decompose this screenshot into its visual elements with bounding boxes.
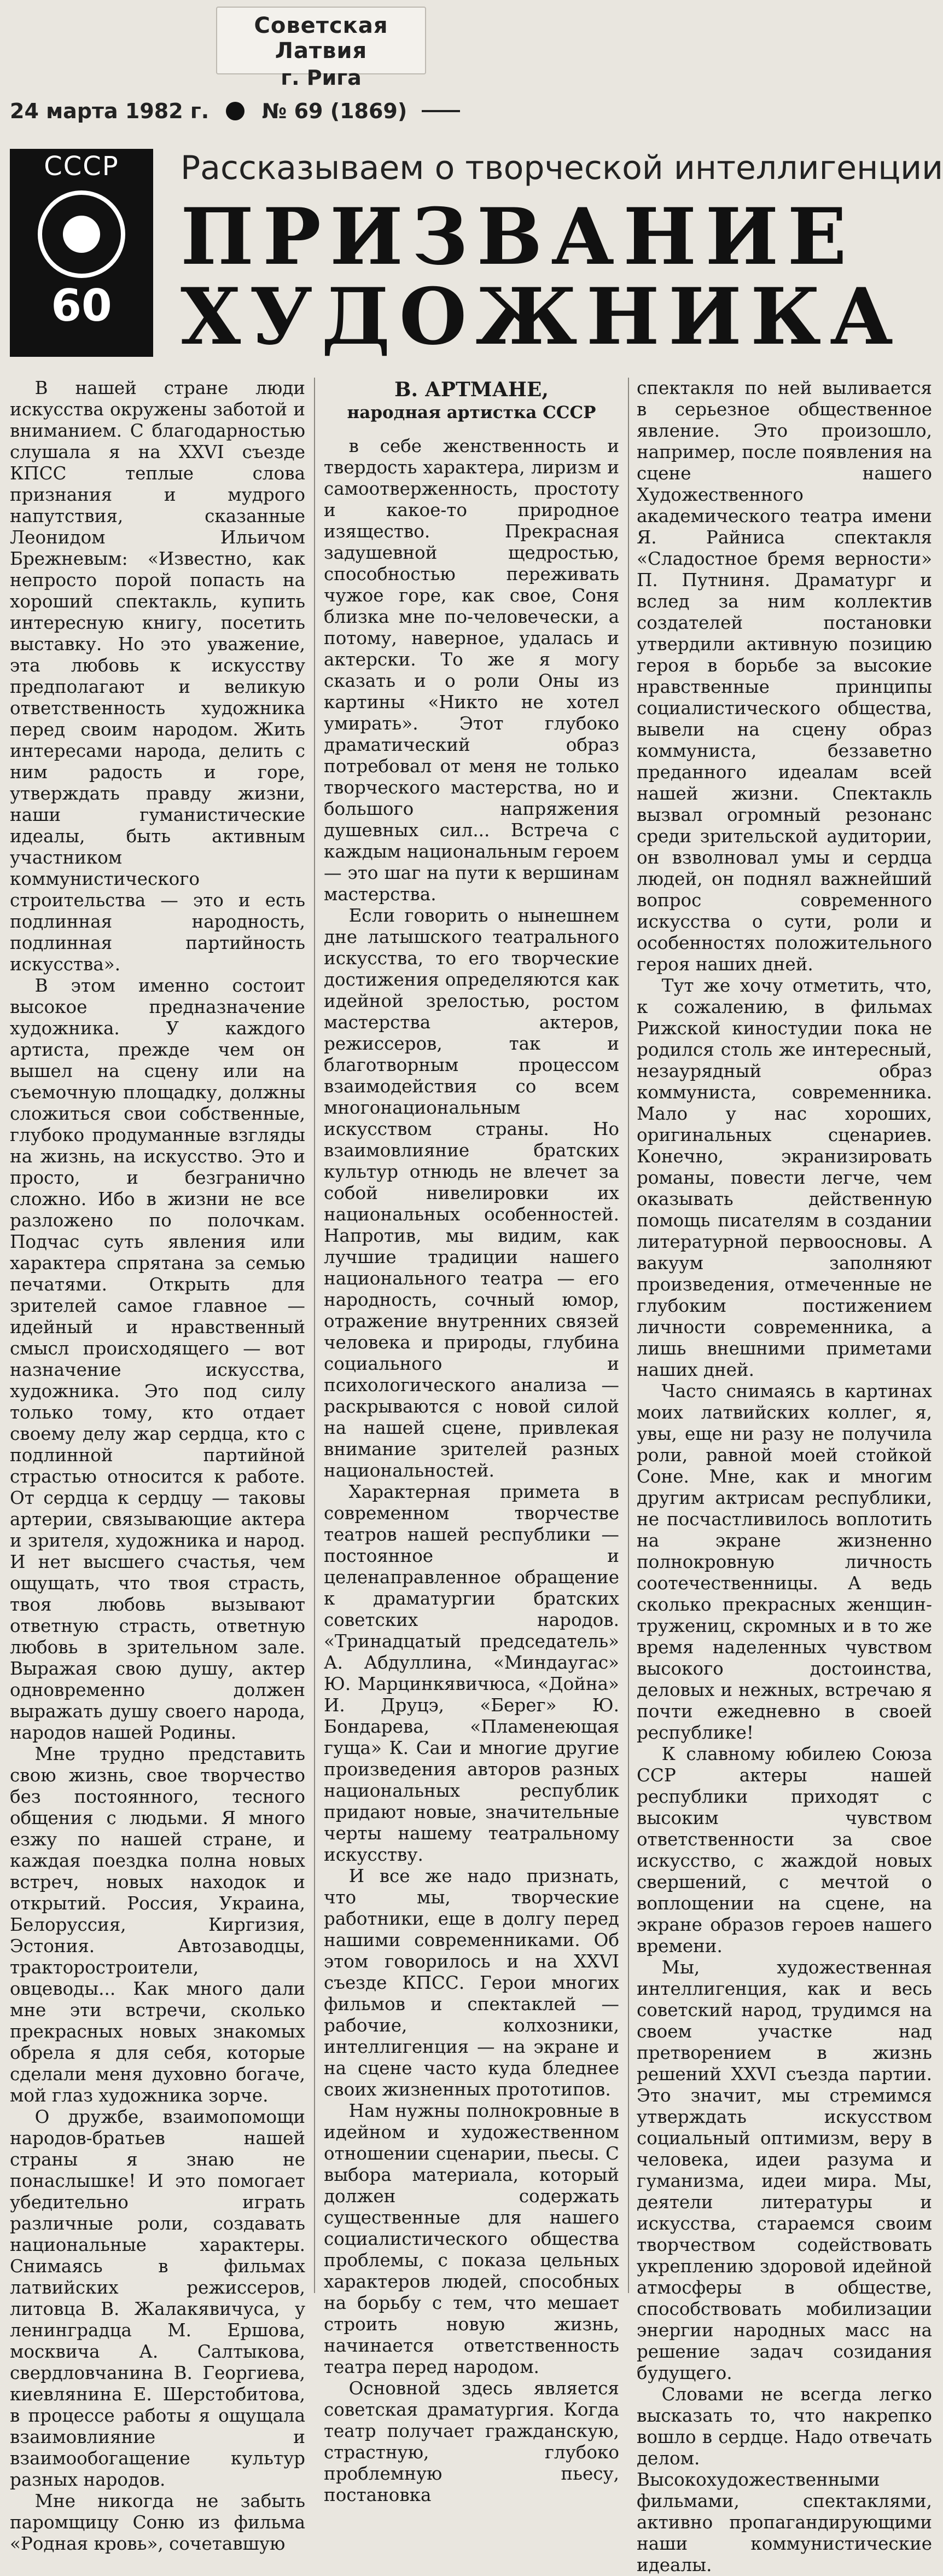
paragraph: спектакля по ней выливается в серьезное общественное явление. Это произошло, например, после появления на сцене нашего Художественного академического театра имени Я. Райниса спектакля «Сладостное бремя верности» П. Путниня. Драматург и вслед за ним коллектив создателей постановки утвердили активную позицию героя в борьбе за высокие нравственные принципы социалистического общества, вывели на сцену образ коммуниста, беззаветно преданного идеалам всей нашей жизни. Спектакль вызвал огромный резонанс среди зрительской аудитории, он взволновал умы и сердца людей, он поднял важнейший вопрос современного искусства о сути, роли и особенностях положительного героя наших дней.: [637, 378, 932, 975]
paragraph: Мне трудно представить свою жизнь, свое творчество без постоянного, тесного общения с людьми. Я много езжу по нашей стране, и каждая поездка полна новых встреч, новых находок и открытий. Россия, Украина, Белоруссия, Киргизия, Эстония. Автозаводцы, тракторостроители, овцеводы... Как много дали мне эти встречи, сколько прекрасных новых знакомых обрела я для себя, которые сделали меня духовно богаче, мой глаз художника зорче.: [10, 1744, 305, 2106]
text-column-2: [324, 378, 619, 2505]
text-column-3: [637, 378, 932, 2575]
newspaper-name: Советская Латвия: [254, 13, 388, 63]
dateline: [10, 97, 934, 130]
paragraph: Тут же хочу отметить, что, к сожалению, в фильмах Рижской киностудии пока не родился столь же интересный, незаурядный образ коммуниста, современника. Мало у нас хороших, оригинальных сценариев. Конечно, экранизировать романы, повести легче, чем оказывать действенную помощь писателям в создании литературной первоосновы. А вакуум заполняют произведения, отмеченные не глубоким постижением личности современника, а лишь внешними приметами наших дней.: [637, 975, 932, 1380]
paragraph: Мы, художественная интеллигенция, как и весь советский народ, трудимся на своем участке над претворением в жизнь решений XXVI съезда партии. Это значит, мы стремимся утверждать искусством социальный оптимизм, веру в человека, идеи разума и гуманизма, идеи мира. Мы, деятели литературы и искусства, стараемся своим творчеством содействовать укреплению здоровой идейной атмосферы в обществе, способствовать мобилизации энергии народных масс на решение задач созидания будущего.: [637, 1957, 932, 2383]
paragraph: в себе женственность и твердость характера, лиризм и самоотверженность, простоту и какое-то природное изящество. Прекрасная задушевной щедростью, способностью переживать чужое горе, как свое, Соня близка мне по-человечески, а потому, наверное, удалась и актерски. То же я могу сказать и о роли Оны из картины «Никто не хотел умирать». Этот глубоко драматический образ потребовал от меня не только творческого мастерства, но и большого напряжения душевных сил... Встреча с каждым национальным героем — это шаг на пути к вершинам мастерства.: [324, 436, 619, 905]
author-name: В. АРТМАНЕ,: [394, 378, 549, 401]
paragraph: В нашей стране люди искусства окружены заботой и вниманием. С благодарностью слушала я на XXVI съезде КПСС теплые слова признания и мудрого напутствия, сказанные Леонидом Ильичом Брежневым: «Известно, как непросто порой попасть на хороший спектакль, купить интересную книгу, посетить выставку. Но это уважение, эта любовь к искусству предполагают и великую ответственность художника перед своим народом. Жить интересами народа, делить с ним радость и горе, утверждать правду жизни, наши гуманистические идеалы, быть активным участником коммунистического строительства — это и есть подлинная народность, подлинная партийность искусства».: [10, 378, 305, 975]
dateline-rule: [422, 110, 460, 112]
paragraph: О дружбе, взаимопомощи народов-братьев нашей страны я знаю не понаслышке! И это помогает убедительно играть различные роли, создавать национальные характеры. Снимаясь в фильмах латвийских режиссеров, литовца В. Жалакявичуса, у ленинградца М. Ершова, москвича А. Салтыкова, свердловчанина В. Георгиева, киевлянина Е. Шерстобитова, в процессе работы я ощущала взаимовлияние и взаимообогащение культур разных народов.: [10, 2106, 305, 2490]
issue-number: № 69 (1869): [261, 99, 408, 123]
emblem-ussr-label: СССР: [44, 151, 119, 182]
paragraph: В этом именно состоит высокое предназначение художника. У каждого артиста, прежде чем он вышел на сцену или на съемочную площадку, должны сложиться свои собственные, глубоко продуманные взгляды на жизнь, на искусство. Это и просто, и безгранично сложно. Ибо в жизни не все разложено по полочкам. Подчас суть явления или характера спрятана за семью печатями. Открыть для зрителей самое главное — идейный и нравственный смысл происходящего — вот назначение искусства, художника. Это под силу только тому, кто отдает своему делу жар сердца, кто с подлинной партийной страстью относится к работе. От сердца к сердцу — таковы артерии, связывающие актера и зрителя, художника и народ. И нет высшего счастья, чем ощущать, что твоя страсть, твоя любовь вызывают ответную страсть, ответную любовь в зрительном зале. Выражая свою душу, актер одновременно должен выражать душу своего народа, народов нашей Родины.: [10, 975, 305, 1743]
column-divider: [628, 378, 629, 2293]
paragraph: Словами не всегда легко высказать то, что накрепко вошло в сердце. Надо отвечать делом. Высокохудожественными фильмами, спектаклями, активно пропагандирующими наши коммунистические идеалы.: [637, 2384, 932, 2575]
issue-date: 24 марта 1982 г.: [10, 99, 209, 123]
byline: [324, 378, 619, 424]
paragraph: Основной здесь является советская драматургия. Когда театр получает гражданскую, страстную, глубоко проблемную пьесу, постановка: [324, 2378, 619, 2505]
newspaper-city: г. Рига: [281, 66, 362, 90]
paragraph: К славному юбилею Союза ССР актеры нашей республики приходят с высоким чувством ответственности за свое искусство, с жаждой новых свершений, с мечтой о воплощении на сцене, на экране образов героев нашего времени.: [637, 1744, 932, 1956]
masthead-stamp: [216, 7, 426, 90]
title-line-2: ХУДОЖНИКА: [181, 271, 902, 362]
article-title: [181, 192, 935, 362]
paragraph: Нам нужны полнокровные в идейном и художественном отношении сценарии, пьесы. С выбора материала, который должен содержать существенные для нашего социалистического общества проблемы, с показа цельных характеров людей, способных на борьбу с тем, что мешает строить новую жизнь, начинается ответственность театра перед народом.: [324, 2100, 619, 2377]
paragraph: Часто снимаясь в картинах моих латвийских коллег, я, увы, еще ни разу не получила роли, равной моей стойкой Соне. Мне, как и многим другим актрисам республики, не посчастливилось воплотить на экране жизненно полнокровную личность соотечественницы. А ведь сколько прекрасных женщин-тружениц, скромных и в то же время наделенных чувством высокого достоинства, деловых и нежных, встречаю я почти ежедневно в своей республике!: [637, 1381, 932, 1743]
paragraph: Если говорить о нынешнем дне латышского театрального искусства, то его творческие достижения определяются как идейной зрелостью, ростом мастерства актеров, режиссеров, так и благотворным процессом взаимодействия со всем многонациональным искусством страны. Но взаимовлияние братских культур отнюдь не влечет за собой нивелировки их национальных особенностей. Напротив, мы видим, как лучшие традиции нашего национального театра — его народность, сочный юмор, отражение внутренних связей человека и природы, глубина социального и психологического анализа — раскрываются с новой силой на нашей сцене, привлекая внимание зрителей разных национальностей.: [324, 905, 619, 1481]
ussr-60-emblem: [10, 149, 153, 357]
bullet-dot-icon: [226, 102, 245, 120]
text-column-1: [10, 378, 305, 2554]
paragraph: Мне никогда не забыть паромщицу Соню из фильма «Родная кровь», сочетавшую: [10, 2491, 305, 2554]
emblem-anniversary-number: 60: [51, 280, 112, 331]
column-divider: [314, 378, 315, 2293]
author-title: народная артистка СССР: [347, 403, 596, 422]
paragraph: Характерная примета в современном творчестве театров нашей республики — постоянное и целенаправленное обращение к драматургии братских советских народов. «Тринадцатый председатель» А. Абдуллина, «Миндаугас» Ю. Марцинкявичюса, «Дойна» И. Друцэ, «Берег» Ю. Бондарева, «Пламенеющая гуща» К. Саи и многие другие произведения авторов разных национальных республик придают новые, значительные черты нашему театральному искусству.: [324, 1481, 619, 1865]
state-crest-icon: [38, 190, 125, 278]
title-line-1: ПРИЗВАНИЕ: [181, 192, 855, 282]
rubric-heading: Рассказываем о творческой интеллигенции: [181, 149, 943, 187]
paragraph: И все же надо признать, что мы, творческие работники, еще в долгу перед нашими современниками. Об этом говорилось и на XXVI съезде КПСС. Герои многих фильмов и спектаклей — рабочие, колхозники, интеллигенция — на экране и на сцене часто куда бледнее своих жизненных прототипов.: [324, 1866, 619, 2100]
